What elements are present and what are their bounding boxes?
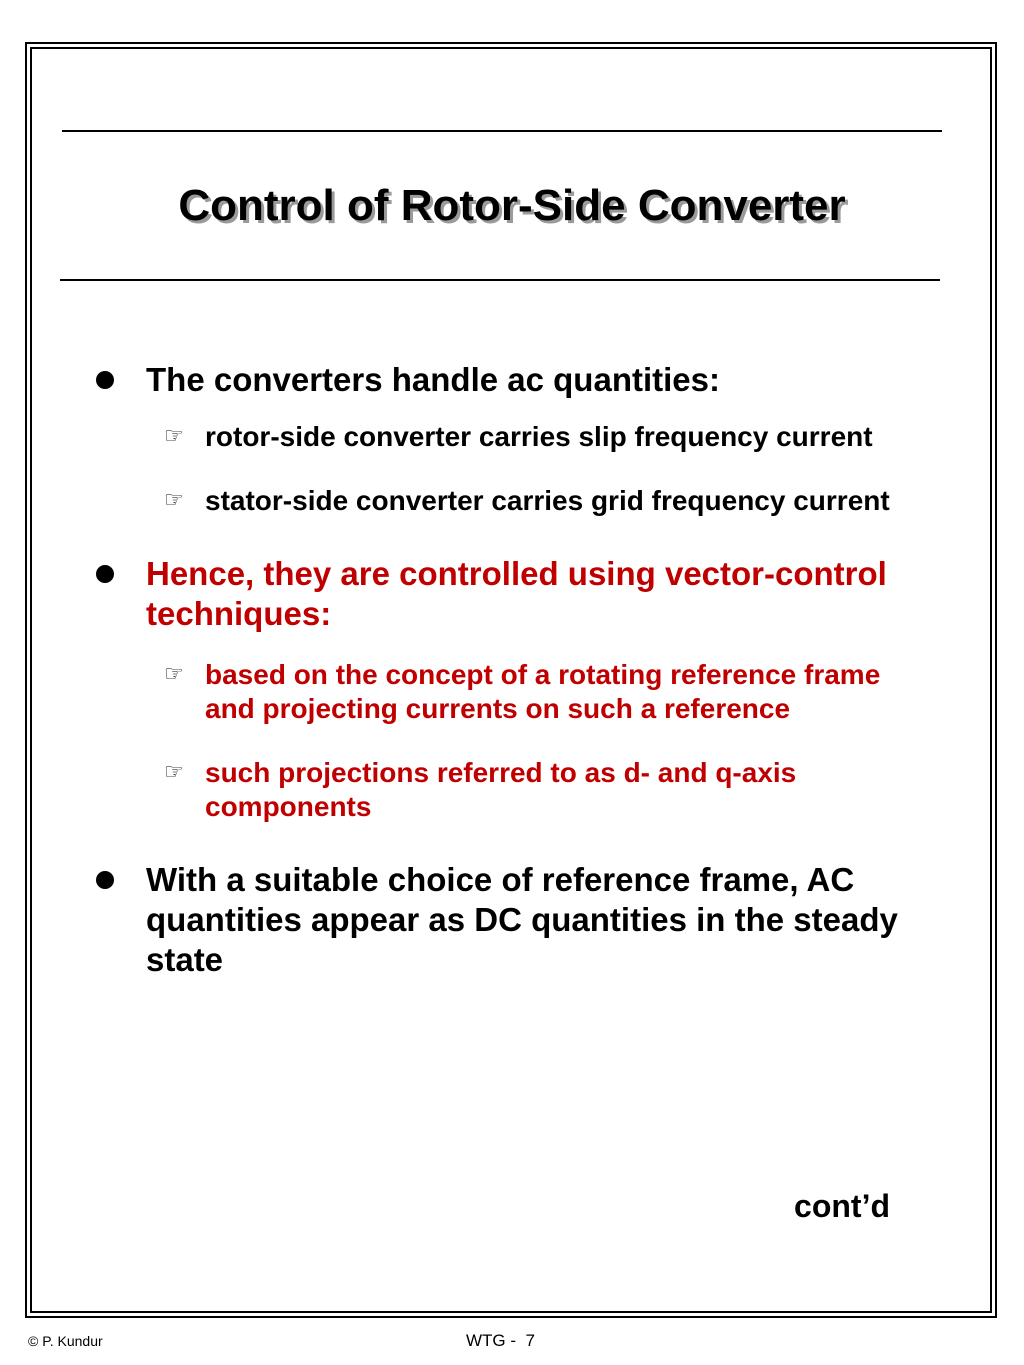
bullet-item xyxy=(90,554,920,634)
pointing-hand-icon: ☞ xyxy=(164,662,184,687)
sub-bullet-text: such projections referred to as d- and q-axis components xyxy=(205,757,797,822)
continued-label: cont’d xyxy=(794,1188,890,1224)
bullet-text: Hence, they are controlled using vector-control techniques: xyxy=(146,555,887,632)
title-rule-bottom xyxy=(60,279,940,281)
title-rule-top xyxy=(62,130,942,132)
bullet-text: With a suitable choice of reference frame, AC quantities appear as DC quantities in the steady state xyxy=(146,861,898,978)
slide-content xyxy=(90,360,920,980)
footer-page-label: WTG - 7 xyxy=(466,1331,535,1350)
sub-bullet-text: based on the concept of a rotating reference frame and projecting currents on such a reference xyxy=(205,659,881,724)
sub-bullet-text: rotor-side converter carries slip frequency current xyxy=(205,421,873,452)
filled-circle-icon xyxy=(96,871,114,889)
pointing-hand-icon: ☞ xyxy=(164,760,184,785)
sub-bullet-item xyxy=(90,484,920,518)
slide-title: Control of Rotor-Side Converter xyxy=(178,181,846,230)
footer-copyright: © P. Kundur xyxy=(28,1333,103,1349)
sub-bullet-item xyxy=(90,756,920,824)
pointing-hand-icon: ☞ xyxy=(164,488,184,513)
sub-bullet-item xyxy=(90,658,920,726)
bullet-text: The converters handle ac quantities: xyxy=(146,361,720,398)
bullet-item xyxy=(90,860,920,980)
filled-circle-icon xyxy=(96,371,114,389)
sub-bullet-text: stator-side converter carries grid frequency current xyxy=(205,485,890,516)
filled-circle-icon xyxy=(96,565,114,583)
sub-bullet-item xyxy=(90,420,920,454)
pointing-hand-icon: ☞ xyxy=(164,424,184,449)
bullet-item xyxy=(90,360,920,400)
